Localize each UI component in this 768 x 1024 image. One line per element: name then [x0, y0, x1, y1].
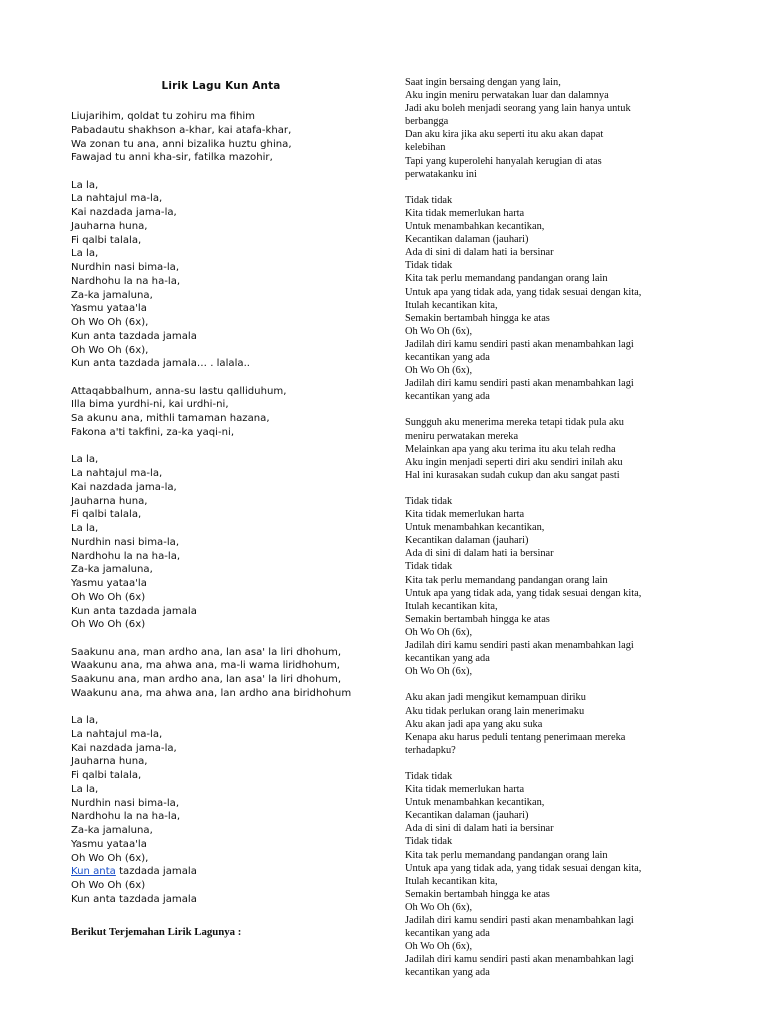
stanza: [405, 76, 705, 181]
lyric-line: Aku tidak perlukan orang lain menerimaku: [405, 705, 585, 717]
lyric-line: Jadilah diri kamu sendiri pasti akan menambahkan lagi: [405, 338, 634, 350]
lyric-line: Fawajad tu anni kha-sir, fatilka mazohir,: [71, 152, 273, 164]
translation-column: [405, 76, 705, 993]
lyric-line: Untuk apa yang tidak ada, yang tidak sesuai dengan kita,: [405, 286, 642, 298]
lyric-line: Kecantikan dalaman (jauhari): [405, 234, 529, 246]
lyric-line: terhadapku?: [405, 744, 456, 756]
lyric-line: Oh Wo Oh (6x): [71, 591, 146, 603]
document-title: Lirik Lagu Kun Anta: [161, 80, 281, 92]
lyric-line: Saat ingin bersaing dengan yang lain,: [405, 77, 561, 88]
lyric-line: Illa bima yurdhi-ni, kai urdhi-ni,: [71, 399, 229, 411]
lyric-line: Itulah kecantikan kita,: [405, 299, 498, 311]
lyric-line: kecantikan yang ada: [405, 653, 490, 665]
lyric-line: Tidak tidak: [405, 260, 453, 272]
lyric-line: Kita tidak memerlukan harta: [405, 207, 525, 219]
lyric-line: Nardhohu la na ha-la,: [71, 811, 181, 823]
lyric-line: Saakunu ana, man ardho ana, lan asa' la liri dhohum,: [71, 674, 342, 686]
lyric-line: Jadilah diri kamu sendiri pasti akan menambahkan lagi: [405, 915, 634, 926]
stanza: [71, 179, 371, 372]
last-stanza-lines: [71, 714, 371, 865]
lyric-line: kecantikan yang ada: [405, 928, 490, 940]
lyric-line: Oh Wo Oh (6x),: [405, 626, 473, 638]
lyric-line: Ada di sini di dalam hati ia bersinar: [405, 247, 554, 259]
lyric-line: Kita tidak memerlukan harta: [405, 509, 525, 521]
lyric-line: La nahtajul ma-la,: [71, 193, 163, 205]
lyric-line: Nurdhin nasi bima-la,: [71, 797, 180, 809]
stanza: [405, 416, 705, 481]
lyric-line: Yasmu yataa'la: [71, 303, 147, 315]
lyric-line: Kai nazdada jama-la,: [71, 207, 177, 219]
lyric-line: Kita tak perlu memandang pandangan orang lain: [405, 273, 608, 285]
stanza: [71, 453, 371, 632]
lyric-line: Hal ini kurasakan sudah cukup dan aku sangat pasti: [405, 469, 620, 481]
lyrics-column: [71, 110, 371, 907]
lyric-line: Waakunu ana, ma ahwa ana, lan ardho ana biridhohum: [71, 687, 352, 699]
lyric-line: Nardhohu la na ha-la,: [71, 275, 181, 287]
kun-anta-link[interactable]: Kun anta: [71, 866, 116, 878]
lyric-line: Fi qalbi talala,: [71, 234, 142, 246]
lyric-line: Oh Wo Oh (6x),: [405, 901, 473, 913]
lyric-line: Untuk apa yang tidak ada, yang tidak sesuai dengan kita,: [405, 862, 642, 874]
lyric-line: Kita tak perlu memandang pandangan orang lain: [405, 849, 608, 861]
lyric-line: Semakin bertambah hingga ke atas: [405, 613, 550, 625]
lyric-line: Fi qalbi talala,: [71, 509, 142, 521]
lyric-line: perwatakanku ini: [405, 168, 477, 180]
lyric-line: Za-ka jamaluna,: [71, 289, 153, 301]
lyric-line: Tidak tidak: [405, 770, 453, 782]
lyric-line: Jauharna huna,: [71, 756, 148, 768]
lyric-line: kecantikan yang ada: [405, 391, 490, 403]
lyric-line: kecantikan yang ada: [405, 967, 490, 979]
lyric-line: Jadilah diri kamu sendiri pasti akan menambahkan lagi: [405, 640, 634, 652]
lyric-line: Tidak tidak: [405, 561, 453, 573]
lyric-line: Oh Wo Oh (6x),: [405, 365, 473, 377]
lyric-line: Oh Wo Oh (6x),: [405, 941, 473, 953]
lyric-line: Kenapa aku harus peduli tentang penerimaan mereka: [405, 731, 626, 743]
lyric-line: Kun anta tazdada jamala: [71, 605, 197, 617]
lyric-line: Wa zonan tu ana, anni bizalika huztu ghina,: [71, 138, 292, 150]
lyric-line: Oh Wo Oh (6x),: [405, 666, 473, 678]
lyric-line: Tidak tidak: [405, 836, 453, 848]
lyric-line: Sa akunu ana, mithli tamaman hazana,: [71, 413, 270, 425]
link-line: [71, 865, 371, 879]
lyric-line: La la,: [71, 179, 99, 191]
lyric-line: Untuk menambahkan kecantikan,: [405, 522, 545, 534]
lyric-line: Waakunu ana, ma ahwa ana, ma-li wama liridhohum,: [71, 660, 340, 672]
lyric-line: Fi qalbi talala,: [71, 770, 142, 782]
lyric-line: Oh Wo Oh (6x),: [71, 317, 149, 329]
lyric-line: Nurdhin nasi bima-la,: [71, 536, 180, 548]
lyric-line: Semakin bertambah hingga ke atas: [405, 312, 550, 324]
stanza: [405, 770, 705, 980]
lyric-line: Tapi yang kuperolehi hanyalah kerugian di atas: [405, 155, 602, 167]
lyric-line: Itulah kecantikan kita,: [405, 600, 498, 612]
stanza: [405, 691, 705, 756]
lyric-line: Untuk menambahkan kecantikan,: [405, 221, 545, 233]
lyric-line: Kai nazdada jama-la,: [71, 481, 177, 493]
lyric-line: Pabadautu shakhson a-khar, kai atafa-khar,: [71, 124, 292, 136]
lyric-line: Tidak tidak: [405, 194, 453, 206]
lyric-line: Aku akan jadi mengikut kemampuan diriku: [405, 692, 586, 704]
lyric-line: Tidak tidak: [405, 496, 453, 507]
lyric-line: La la,: [71, 248, 99, 260]
lyric-line: Aku akan jadi apa yang aku suka: [405, 718, 543, 730]
lyric-line: Kecantikan dalaman (jauhari): [405, 810, 529, 822]
lyric-line: Za-ka jamaluna,: [71, 825, 153, 837]
stanza: [405, 194, 705, 404]
lyric-line: Kun anta tazdada jamala: [71, 893, 197, 905]
lyric-line: Kecantikan dalaman (jauhari): [405, 535, 529, 547]
closing-lines: [71, 879, 371, 907]
lyric-line: Aku ingin menjadi seperti diri aku sendiri inilah aku: [405, 456, 623, 468]
lyric-line: Nardhohu la na ha-la,: [71, 550, 181, 562]
lyric-line: Oh Wo Oh (6x),: [405, 325, 473, 337]
lyric-line: Saakunu ana, man ardho ana, lan asa' la liri dhohum,: [71, 646, 342, 658]
lyric-line: La la,: [71, 454, 99, 466]
lyric-line: Oh Wo Oh (6x),: [71, 852, 149, 864]
lyric-line: Jauharna huna,: [71, 220, 148, 232]
lyric-line: Itulah kecantikan kita,: [405, 875, 498, 887]
lyric-line: Kai nazdada jama-la,: [71, 742, 177, 754]
lyric-line: meniru perwatakan mereka: [405, 430, 519, 442]
lyric-line: La nahtajul ma-la,: [71, 468, 163, 480]
lyrics-last-stanza: [71, 714, 371, 907]
lyric-line: berbangga: [405, 116, 449, 128]
stanza: [71, 646, 371, 701]
lyric-line: Kita tidak memerlukan harta: [405, 784, 525, 796]
lyric-line: Kun anta tazdada jamala: [71, 330, 197, 342]
translation-heading: Berikut Terjemahan Lirik Lagunya :: [71, 926, 242, 938]
lyric-line: La nahtajul ma-la,: [71, 728, 163, 740]
lyric-line: Fakona a'ti takfini, za-ka yaqi-ni,: [71, 426, 235, 438]
lyric-line: Jadi aku boleh menjadi seorang yang lain hanya untuk: [405, 103, 631, 115]
lyric-line: Ada di sini di dalam hati ia bersinar: [405, 823, 554, 835]
stanza: [405, 495, 705, 678]
lyric-line: Liujarihim, qoldat tu zohiru ma fihim: [71, 111, 255, 122]
lyric-line: kecantikan yang ada: [405, 351, 490, 363]
stanza: [71, 110, 371, 165]
lyric-line: Sungguh aku menerima mereka tetapi tidak pula aku: [405, 417, 624, 429]
lyric-line: Attaqabbalhum, anna-su lastu qalliduhum,: [71, 385, 287, 397]
lyric-line: Oh Wo Oh (6x): [71, 619, 146, 631]
lyric-line: Kita tak perlu memandang pandangan orang lain: [405, 574, 608, 586]
lyric-line: Aku ingin meniru perwatakan luar dan dalamnya: [405, 90, 609, 102]
lyric-line: Jadilah diri kamu sendiri pasti akan menambahkan lagi: [405, 954, 634, 966]
stanza: [71, 385, 371, 440]
lyric-line: Ada di sini di dalam hati ia bersinar: [405, 548, 554, 560]
lyrics-stanzas: [71, 110, 371, 701]
lyric-line: La la,: [71, 715, 99, 727]
lyric-line: Dan aku kira jika aku seperti itu aku akan dapat: [405, 129, 604, 141]
translation-stanzas: [405, 76, 705, 979]
lyric-line: Jauharna huna,: [71, 495, 148, 507]
lyric-line: Yasmu yataa'la: [71, 578, 147, 590]
lyric-line: Nurdhin nasi bima-la,: [71, 262, 180, 274]
lyric-line: Melainkan apa yang aku terima itu aku telah redha: [405, 443, 616, 455]
link-line-rest: tazdada jamala: [115, 866, 197, 878]
lyric-line: Oh Wo Oh (6x): [71, 880, 146, 892]
lyric-line: Oh Wo Oh (6x),: [71, 344, 149, 356]
lyric-line: La la,: [71, 783, 99, 795]
lyric-line: Semakin bertambah hingga ke atas: [405, 888, 550, 900]
lyric-line: Untuk apa yang tidak ada, yang tidak sesuai dengan kita,: [405, 587, 642, 599]
lyric-line: kelebihan: [405, 142, 446, 154]
lyric-line: La la,: [71, 523, 99, 535]
lyric-line: Yasmu yataa'la: [71, 838, 147, 850]
lyric-line: Untuk menambahkan kecantikan,: [405, 797, 545, 809]
lyric-line: Kun anta tazdada jamala… . lalala..: [71, 358, 250, 370]
lyric-line: Jadilah diri kamu sendiri pasti akan menambahkan lagi: [405, 378, 634, 390]
lyric-line: Za-ka jamaluna,: [71, 564, 153, 576]
